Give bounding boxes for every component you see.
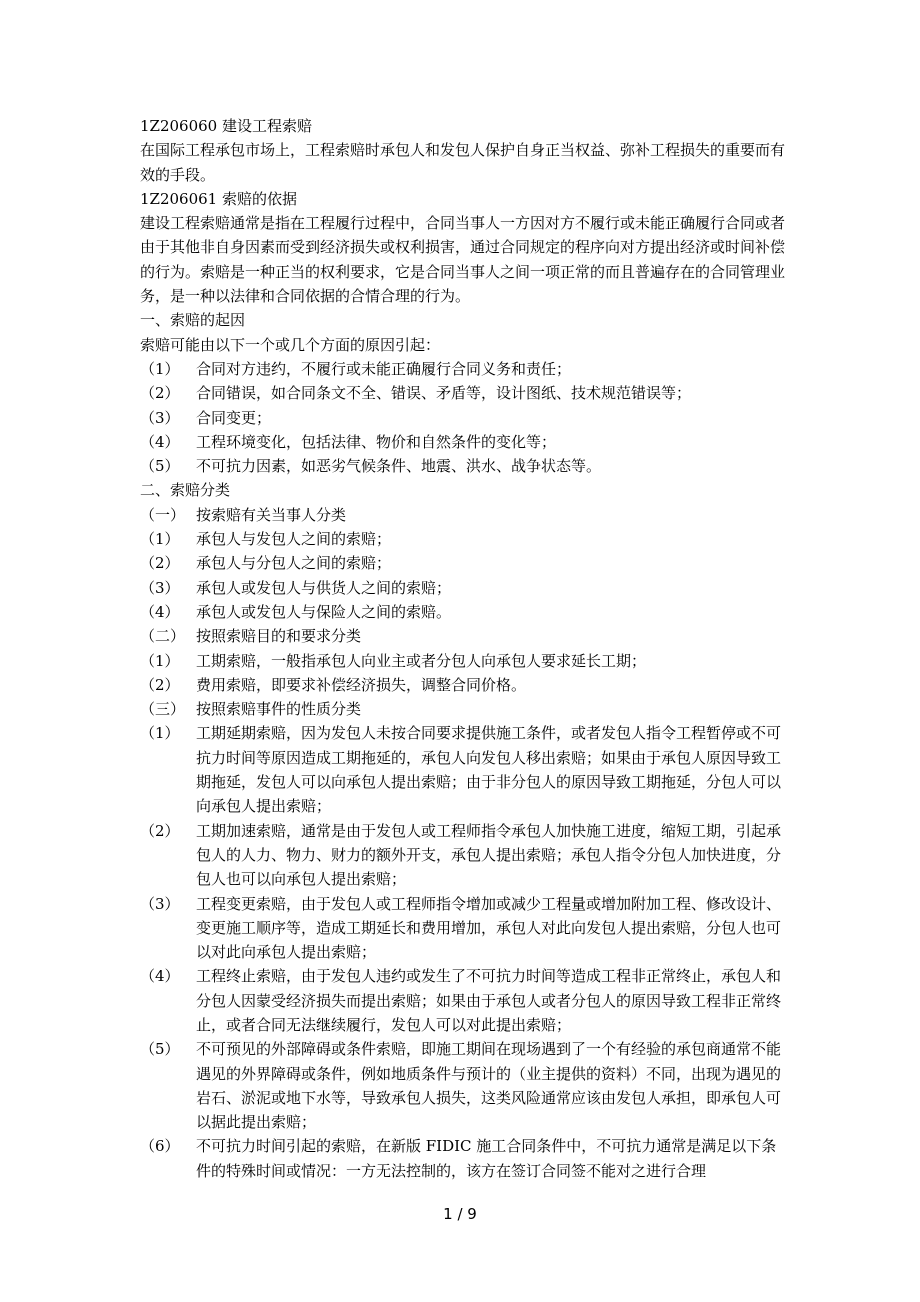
item-number: （4） bbox=[140, 967, 180, 986]
intro-paragraph: 在国际工程承包市场上，工程索赔时承包人和发包人保护自身正当权益、弥补工程损失的重要而有效的手段。 bbox=[140, 141, 786, 184]
item-number: （1） bbox=[140, 651, 180, 670]
item-number: （5） bbox=[140, 1040, 180, 1059]
section-heading: 1Z206060 建设工程索赔 bbox=[140, 117, 312, 135]
item-text: 不可抗力时间引起的索赔，在新版 FIDIC 施工合同条件中，不可抗力通常是满足以下条件的特殊时间或情况：一方无法控制的，该方在签订合同签不能对之进行合理 bbox=[196, 1137, 777, 1180]
subsection-number: （三） bbox=[140, 700, 186, 719]
subsection-text: 按照索赔事件的性质分类 bbox=[196, 700, 362, 719]
item-text: 费用索赔，即要求补偿经济损失，调整合同价格。 bbox=[196, 675, 527, 694]
item-text: 合同错误，如合同条文不全、错误、矛盾等，设计图纸、技术规范错误等； bbox=[196, 384, 692, 403]
list-item bbox=[140, 551, 788, 575]
list-item bbox=[140, 819, 788, 892]
subsection-number: （一） bbox=[140, 505, 186, 524]
subsection-heading bbox=[140, 624, 788, 648]
item-number: （1） bbox=[140, 530, 180, 549]
item-number: （1） bbox=[140, 359, 180, 378]
part-title: 一、索赔的起因 bbox=[140, 311, 246, 330]
subsection-number: （二） bbox=[140, 627, 186, 646]
section-heading: 1Z206061 索赔的依据 bbox=[140, 189, 297, 208]
list-item bbox=[140, 381, 788, 405]
item-text: 承包人或发包人与供货人之间的索赔； bbox=[196, 578, 452, 597]
item-text: 不可预见的外部障碍或条件索赔，即施工期间在现场遇到了一个有经验的承包商通常不能遇见的外界障碍或条件，例如地质条件与预计的（业主提供的资料）不同，出现为遇见的岩石、淤泥或地下水等，导致承包人损失，这类风险通常应该由发包人承担，即承包人可以据此提出索赔； bbox=[196, 1040, 782, 1132]
item-text: 工程环境变化，包括法律、物价和自然条件的变化等； bbox=[196, 432, 557, 451]
item-text: 承包人与分包人之间的索赔； bbox=[196, 554, 392, 573]
page-number: 1 / 9 bbox=[443, 1205, 477, 1223]
subsection-text: 按照索赔目的和要求分类 bbox=[196, 627, 362, 646]
subsection-heading bbox=[140, 503, 788, 527]
list-item bbox=[140, 454, 788, 478]
item-text: 工程变更索赔，由于发包人或工程师指令增加或减少工程量或增加附加工程、修改设计、变更施工顺序等，造成工期延长和费用增加，承包人对此向发包人提出索赔，分包人也可以对此向承包人提出索赔； bbox=[196, 894, 782, 962]
list-item bbox=[140, 430, 788, 454]
item-number: （6） bbox=[140, 1137, 180, 1156]
item-number: （2） bbox=[140, 821, 180, 840]
list-item bbox=[140, 964, 788, 1037]
list-item bbox=[140, 576, 788, 600]
item-text: 承包人或发包人与保险人之间的索赔。 bbox=[196, 602, 452, 621]
item-number: （5） bbox=[140, 457, 180, 476]
item-text: 工期索赔，一般指承包人向业主或者分包人向承包人要求延长工期； bbox=[196, 651, 647, 670]
list-item bbox=[140, 1037, 788, 1134]
item-number: （1） bbox=[140, 724, 180, 743]
subsection-heading bbox=[140, 697, 788, 721]
item-text: 工期延期索赔，因为发包人未按合同要求提供施工条件，或者发包人指令工程暂停或不可抗力时间等原因造成工期拖延的，承包人向发包人移出索赔；如果由于承包人原因导致工期拖延，发包人可以向承包人提出索赔；由于非分包人的原因导致工期拖延，分包人可以向承包人提出索赔； bbox=[196, 724, 782, 816]
subsection-text: 按索赔有关当事人分类 bbox=[196, 505, 347, 524]
item-text: 不可抗力因素，如恶劣气候条件、地震、洪水、战争状态等。 bbox=[196, 457, 602, 476]
document-body bbox=[140, 114, 788, 1183]
list-item bbox=[140, 406, 788, 430]
item-text: 合同变更； bbox=[196, 408, 272, 427]
part-lead: 索赔可能由以下一个或几个方面的原因引起： bbox=[140, 335, 441, 354]
definition-paragraph: 建设工程索赔通常是指在工程履行过程中，合同当事人一方因对方不履行或未能正确履行合同或者由于其他非自身因素而受到经济损失或权利损害，通过合同规定的程序向对方提出经济或时间补偿的行为。索赔是一种正当的权利要求，它是合同当事人之间一项正常的而且普遍存在的合同管理业务，是一种以法律和合同依据的合情合理的行为。 bbox=[140, 214, 786, 306]
item-number: （2） bbox=[140, 384, 180, 403]
list-item bbox=[140, 357, 788, 381]
list-item bbox=[140, 1134, 788, 1183]
item-number: （2） bbox=[140, 675, 180, 694]
item-number: （4） bbox=[140, 602, 180, 621]
item-text: 合同对方违约，不履行或未能正确履行合同义务和责任； bbox=[196, 359, 572, 378]
list-item bbox=[140, 600, 788, 624]
list-item bbox=[140, 673, 788, 697]
item-text: 承包人与发包人之间的索赔； bbox=[196, 530, 392, 549]
list-item bbox=[140, 649, 788, 673]
item-number: （4） bbox=[140, 432, 180, 451]
item-number: （2） bbox=[140, 554, 180, 573]
item-text: 工期加速索赔，通常是由于发包人或工程师指令承包人加快施工进度，缩短工期，引起承包人的人力、物力、财力的额外开支，承包人提出索赔；承包人指令分包人加快进度，分包人也可以向承包人提出索赔； bbox=[196, 821, 782, 889]
item-number: （3） bbox=[140, 578, 180, 597]
item-text: 工程终止索赔，由于发包人违约或发生了不可抗力时间等造成工程非正常终止，承包人和分包人因蒙受经济损失而提出索赔；如果由于承包人或者分包人的原因导致工程非正常终止，或者合同无法继续履行，发包人可以对此提出索赔； bbox=[196, 967, 782, 1034]
list-item bbox=[140, 721, 788, 818]
item-number: （3） bbox=[140, 408, 180, 427]
list-item bbox=[140, 527, 788, 551]
item-number: （3） bbox=[140, 894, 180, 913]
list-item bbox=[140, 892, 788, 965]
part-title: 二、索赔分类 bbox=[140, 481, 231, 500]
